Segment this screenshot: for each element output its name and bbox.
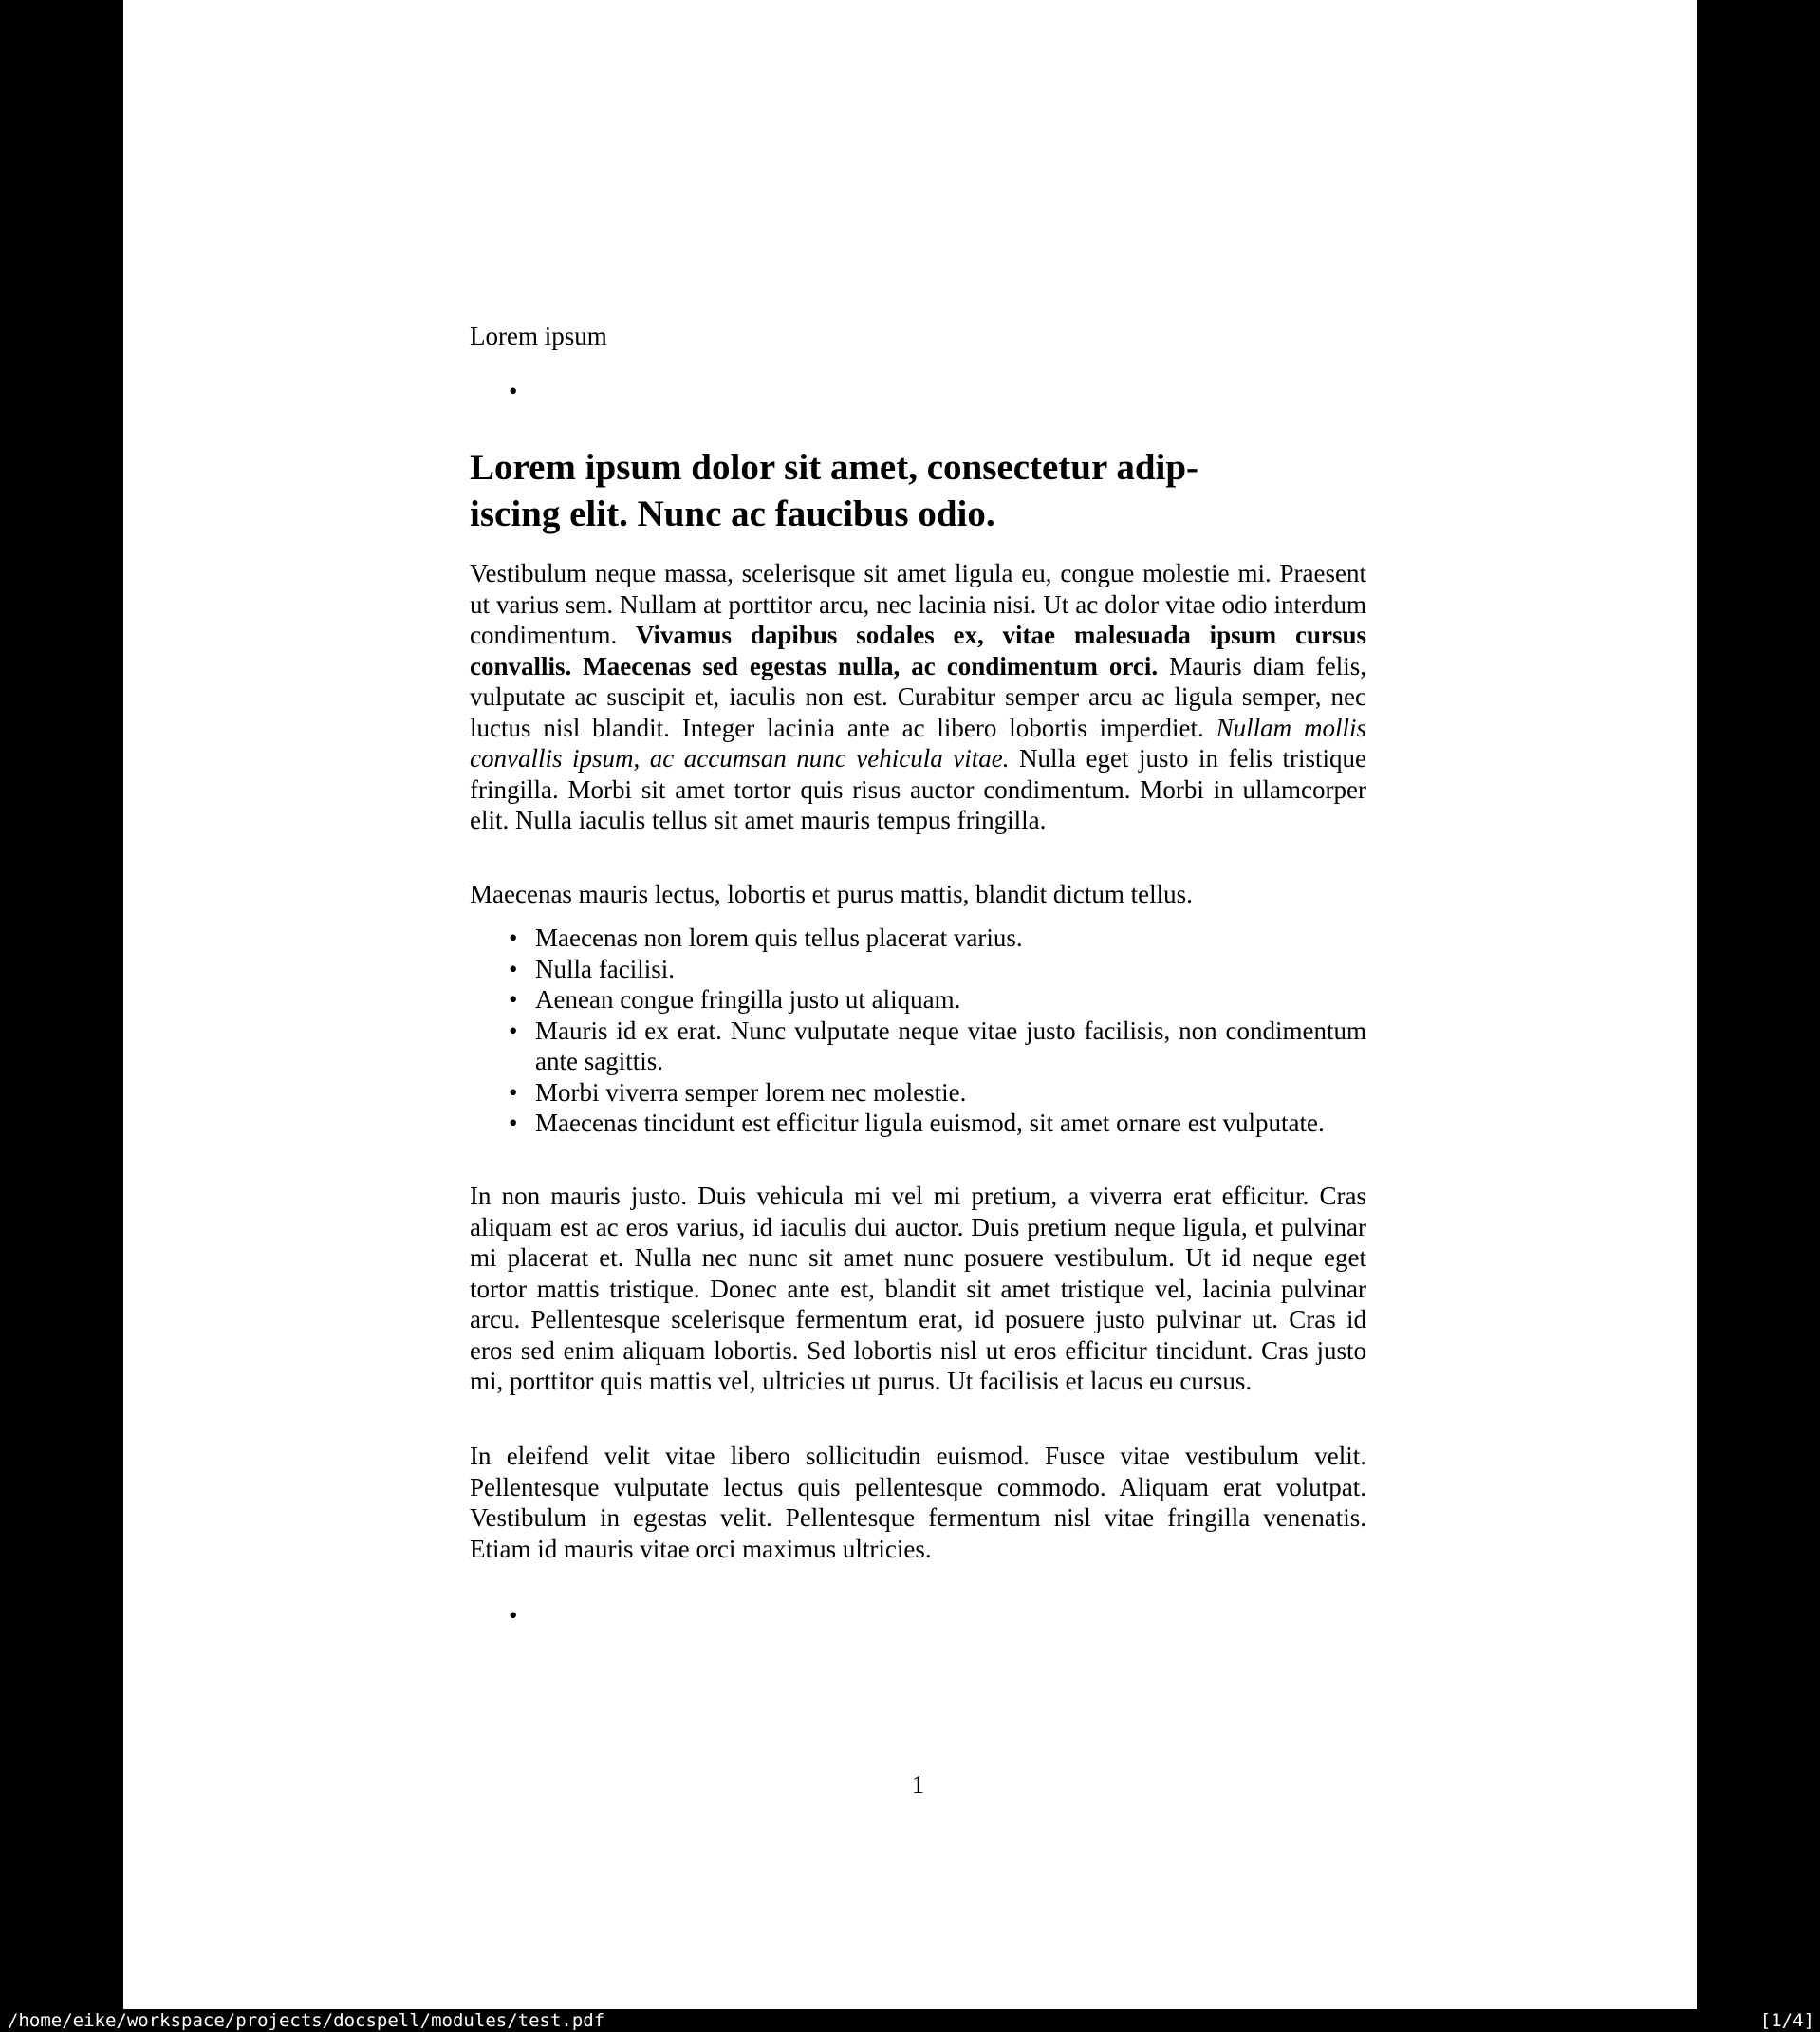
statusbar-filepath: /home/eike/workspace/projects/docspell/modules/test.pdf [8, 2010, 605, 2031]
list-item [470, 954, 1366, 985]
bold-text: Vivamus dapibus sodales ex, vitae malesuada ipsum cursus convallis. Maecenas sed egestas nulla, ac condimentum orci. [470, 621, 1366, 680]
paragraph-text: Vestibulum neque massa, scelerisque sit amet ligula eu, congue molestie mi. Praesent ut varius sem. Nullam at porttitor arcu, nec lacinia nisi. Ut ac dolor vitae odio interdum condimentum. [470, 559, 1366, 649]
list-item-text: Nulla facilisi. [535, 954, 675, 983]
list-item [470, 1016, 1366, 1077]
document-page[interactable] [123, 0, 1697, 2009]
italic-text: Nullam mollis convallis ipsum, ac accumsan nunc vehicula vitae. [470, 713, 1366, 773]
bullet-icon: • [509, 1109, 518, 1137]
bullet-icon: • [509, 923, 518, 952]
list-item [470, 1077, 1366, 1109]
page-number: 1 [911, 1770, 925, 1799]
list-item [470, 984, 1366, 1016]
heading-line-1: Lorem ipsum dolor sit amet, consectetur adip- [470, 447, 1199, 488]
paragraph-in-non-mauris: In non mauris justo. Duis vehicula mi vel mi pretium, a viverra erat efficitur. Cras aliquam est ac eros varius, id iaculis dui auctor. Duis pretium neque ligula, et pulvinar mi placerat et. Nulla nec nunc sit amet nunc posuere vestibulum. Ut id neque eget tortor mattis tristique. Donec ante est, blandit sit amet tristique vel, lacinia pulvinar arcu. Pellentesque scelerisque fermentum erat, id posuere justo pulvinar ut. Cras id eros sed enim aliquam lobortis. Sed lobortis nisl ut eros efficitur tincidunt. Cras justo mi, porttitor quis mattis vel, ultricies ut purus. Ut facilisis et lacus eu cursus. [470, 1182, 1366, 1395]
bullet-icon: • [509, 985, 518, 1014]
paragraph-maecenas: Maecenas mauris lectus, lobortis et purus mattis, blandit dictum tellus. [470, 880, 1193, 908]
bullet-list [470, 923, 1366, 1139]
heading-line-2: iscing elit. Nunc ac faucibus odio. [470, 494, 995, 534]
list-item-text: Maecenas non lorem quis tellus placerat varius. [535, 923, 1023, 952]
page-content [470, 0, 1366, 2009]
paragraph-vestibulum [470, 558, 1366, 836]
paragraph-in-eleifend: In eleifend velit vitae libero sollicitudin euismod. Fusce vitae vestibulum velit. Pellentesque vulputate lectus quis pellentesque commodo. Aliquam erat volutpat. Vestibulum in egestas velit. Pellentesque fermentum nisl vitae fringilla venenatis. Etiam id mauris vitae orci maximus ultricies. [470, 1442, 1366, 1563]
empty-list-item [470, 1600, 1366, 1631]
statusbar [0, 2009, 1820, 2032]
list-item [470, 923, 1366, 954]
list-item-text: Mauris id ex erat. Nunc vulputate neque vitae justo facilisis, non condimentum ante sagittis. [535, 1016, 1366, 1075]
bullet-icon: • [509, 1016, 518, 1045]
statusbar-page-indicator: [1/4] [1759, 2010, 1814, 2031]
list-item [470, 1108, 1366, 1139]
section-heading [470, 444, 1366, 537]
paragraph-text: Mauris diam felis, vulputate ac suscipit et, iaculis non est. Curabitur semper arcu ac ligula semper, nec luctus nisl blandit. Integer lacinia ante ac libero lobortis imperdiet. [470, 651, 1366, 742]
list-item-text: Aenean congue fringilla justo ut aliquam. [535, 985, 961, 1014]
bullet-icon: • [509, 954, 518, 983]
paragraph-text: Nulla eget justo in felis tristique fringilla. Morbi sit amet tortor quis risus auctor condimentum. Morbi in ullamcorper elit. Nulla iaculis tellus sit amet mauris tempus fringilla. [470, 744, 1366, 834]
empty-list-item [470, 376, 1366, 407]
bullet-icon: • [509, 377, 518, 405]
list-item-text: Morbi viverra semper lorem nec molestie. [535, 1077, 967, 1107]
list-item-text: Maecenas tincidunt est efficitur ligula euismod, sit amet ornare est vulputate. [535, 1109, 1325, 1137]
bullet-icon: • [509, 1601, 518, 1630]
intro-paragraph: Lorem ipsum [470, 322, 607, 350]
bullet-icon: • [509, 1077, 518, 1107]
